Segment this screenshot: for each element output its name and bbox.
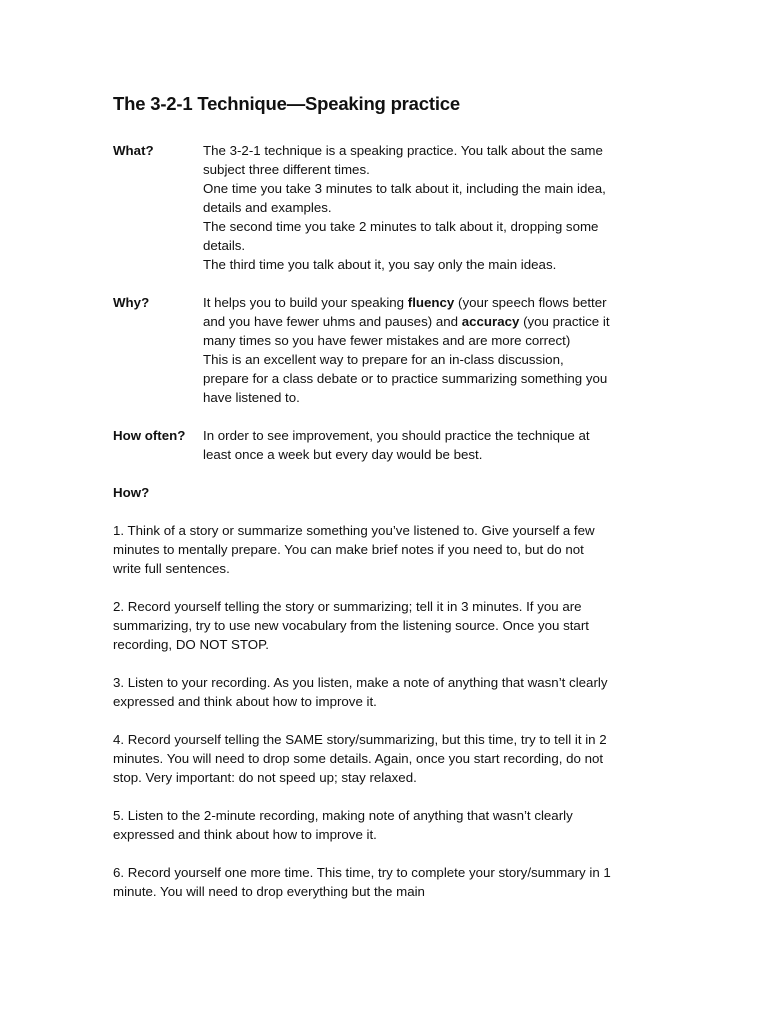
how-often-text: In order to see improvement, you should practice the technique at least once a week but every day would be best.	[203, 428, 590, 462]
section-content-why	[203, 293, 613, 407]
why-accuracy-term: accuracy	[461, 314, 520, 329]
why-text-c: (your speech flows better and you have fewer uhms and pauses) and	[203, 295, 607, 329]
section-how-often	[113, 426, 613, 464]
section-what	[113, 141, 613, 274]
section-label-what: What?	[113, 143, 154, 158]
section-content-how-often	[203, 426, 613, 464]
section-label-how-often: How often?	[113, 428, 186, 443]
section-label-how: How?	[113, 485, 150, 500]
section-why	[113, 293, 613, 407]
section-label-why: Why?	[113, 295, 150, 310]
how-step-1: 1. Think of a story or summarize something you’ve listened to. Give yourself a few minutes to mentally prepare. You can make brief notes if you need to, but do not write full sentences.	[113, 523, 595, 576]
how-step-5: 5. Listen to the 2-minute recording, making note of anything that wasn’t clearly expressed and think about how to improve it.	[113, 808, 573, 842]
how-step-2: 2. Record yourself telling the story or summarizing; tell it in 3 minutes. If you are summarizing, try to use new vocabulary from the listening source. Once you start recording, DO NOT STOP.	[113, 599, 589, 652]
why-text-e: (you practice it many times so you have fewer mistakes and are more correct)	[203, 314, 610, 348]
section-content-what	[203, 141, 613, 274]
how-step-6: 6. Record yourself one more time. This time, try to complete your story/summary in 1 minute. You will need to drop everything but the main	[113, 865, 611, 899]
what-line-4: The third time you talk about it, you say only the main ideas.	[203, 257, 557, 272]
what-line-3: The second time you take 2 minutes to talk about it, dropping some details.	[203, 219, 599, 253]
how-step-4: 4. Record yourself telling the SAME story/summarizing, but this time, try to tell it in 2 minutes. You will need to drop some details. Again, once you start recording, do not stop. Very important: do not speed up; stay relaxed.	[113, 732, 607, 785]
why-fluency-term: fluency	[407, 295, 455, 310]
why-paragraph-1	[203, 293, 613, 350]
document-title: The 3-2-1 Technique—Speaking practice	[113, 93, 460, 114]
document-page	[113, 93, 613, 920]
how-step-3: 3. Listen to your recording. As you listen, make a note of anything that wasn’t clearly expressed and think about how to improve it.	[113, 675, 608, 709]
why-text-a: It helps you to build your speaking	[203, 295, 408, 310]
how-steps-list	[113, 521, 613, 901]
what-line-2: One time you take 3 minutes to talk about it, including the main idea, details and examples.	[203, 181, 606, 215]
what-line-1: The 3-2-1 technique is a speaking practice. You talk about the same subject three different times.	[203, 143, 603, 177]
why-paragraph-2: This is an excellent way to prepare for an in-class discussion, prepare for a class debate or to practice summarizing something you have listened to.	[203, 352, 608, 405]
